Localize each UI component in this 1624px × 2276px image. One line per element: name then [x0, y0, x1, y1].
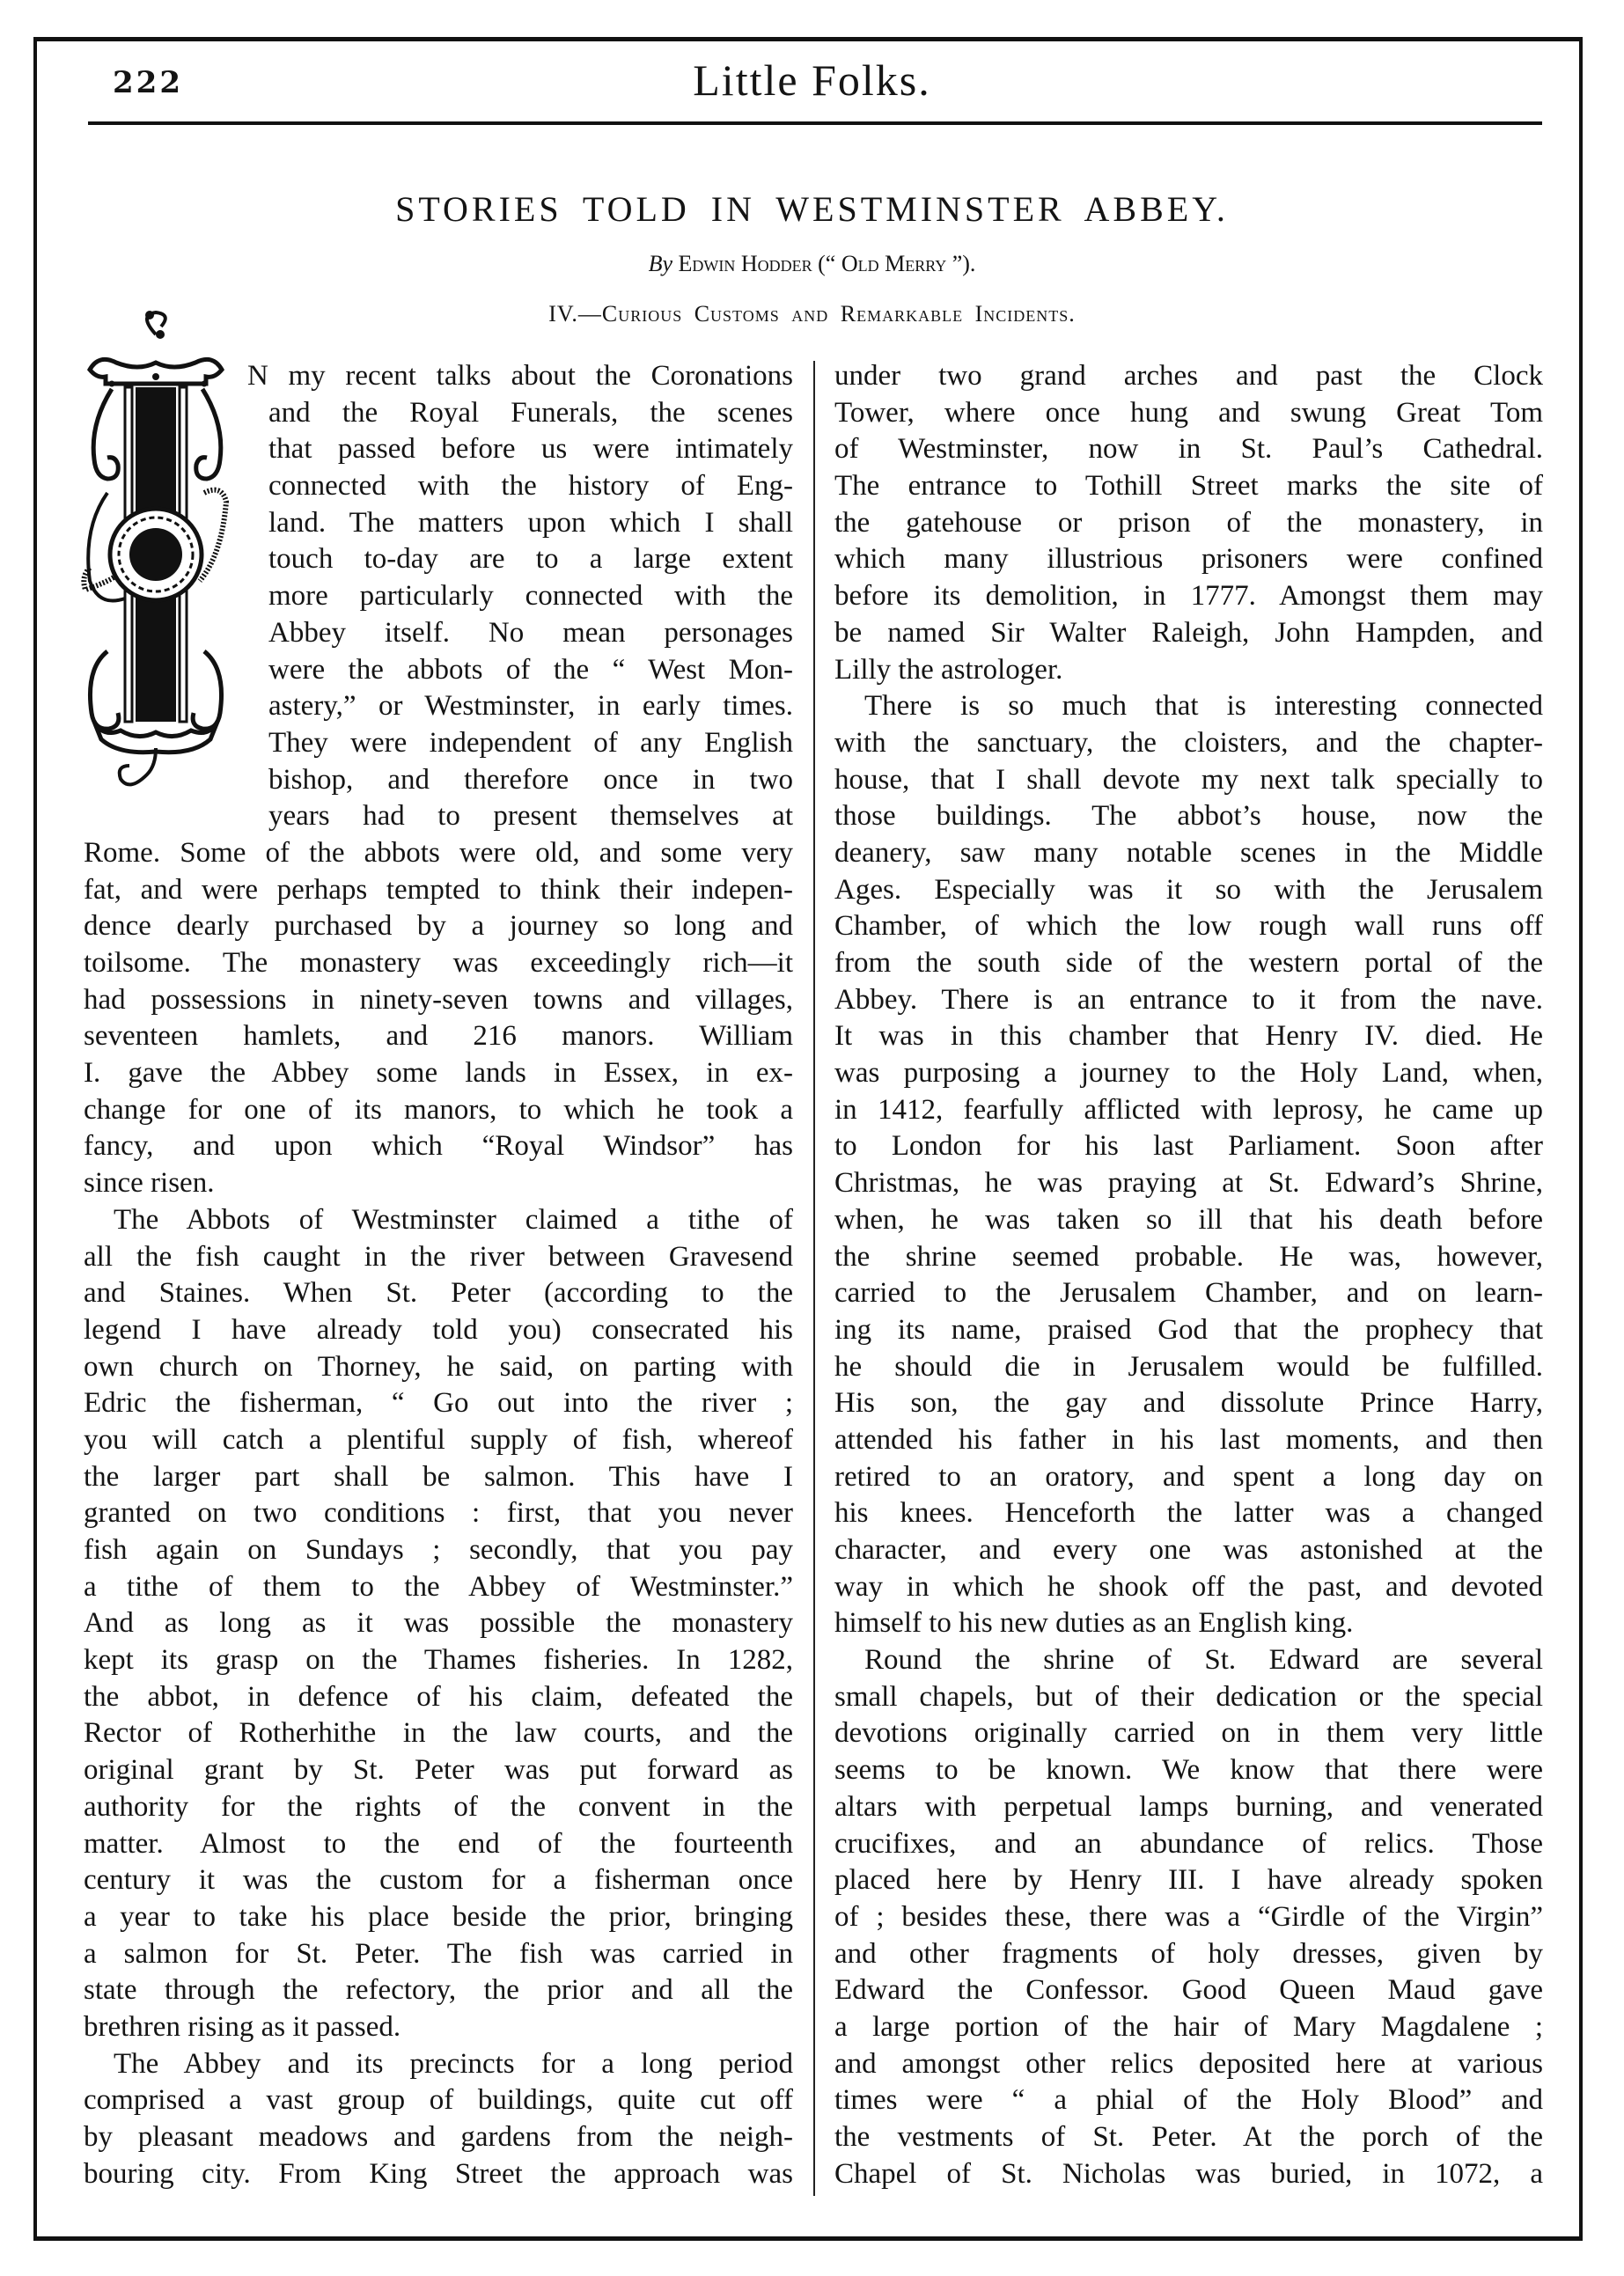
text-line: carried to the Jerusalem Chamber, and on learn-: [834, 1277, 1543, 1310]
text-line: the gatehouse or prison of the monastery, in: [834, 506, 1543, 539]
page-number: 222: [113, 65, 183, 100]
text-line: the vestments of St. Peter. At the porch of the: [834, 2121, 1543, 2153]
text-line: The Abbey and its precincts for a long period: [114, 2047, 793, 2080]
text-line: house, that I shall devote my next talk specially to: [834, 763, 1543, 796]
text-line: all the fish caught in the river between Gravesend: [84, 1240, 793, 1273]
text-line: those buildings. The abbot’s house, now the: [834, 800, 1543, 833]
text-line: legend I have already told you) consecrated his: [84, 1313, 793, 1346]
text-line: The entrance to Tothill Street marks the site of: [834, 470, 1543, 503]
header-rule: [88, 121, 1542, 125]
text-line: bishop, and therefore once in two: [268, 763, 793, 796]
text-line: was purposing a journey to the Holy Land, when,: [834, 1057, 1543, 1090]
text-line: attended his father in his last moments, and then: [834, 1423, 1543, 1456]
text-line: land. The matters upon which I shall: [268, 506, 793, 539]
text-line: in 1412, fearfully afflicted with leprosy, he came up: [834, 1093, 1543, 1126]
text-line: original grant by St. Peter was put forward as: [84, 1754, 793, 1787]
text-line: The Abbots of Westminster claimed a tithe of: [114, 1203, 793, 1236]
text-line: a salmon for St. Peter. The fish was carried in: [84, 1937, 793, 1970]
text-line: Round the shrine of St. Edward are several: [864, 1644, 1543, 1677]
text-line: comprised a vast group of buildings, quite cut off: [84, 2084, 793, 2117]
text-line: seems to be known. We know that there were: [834, 1754, 1543, 1787]
text-line: authority for the rights of the convent in the: [84, 1790, 793, 1823]
text-line: the shrine seemed probable. He was, however,: [834, 1240, 1543, 1273]
text-line: which many illustrious prisoners were confined: [834, 543, 1543, 576]
text-line: and other fragments of holy dresses, given by: [834, 1937, 1543, 1970]
text-line: change for one of its manors, to which he took a: [84, 1093, 793, 1126]
text-line: Rome. Some of the abbots were old, and some very: [84, 836, 793, 869]
right-column: [834, 358, 1543, 2192]
text-line: a year to take his place beside the prior, bringing: [84, 1900, 793, 1933]
text-line: were the abbots of the “ West Mon-: [268, 653, 793, 686]
text-line: Chamber, of which the low rough wall runs off: [834, 910, 1543, 943]
text-line: Abbey itself. No mean personages: [268, 616, 793, 649]
text-line: himself to his new duties as an English king.: [834, 1607, 1354, 1640]
text-line: brethren rising as it passed.: [84, 2010, 401, 2043]
text-line: There is so much that is interesting connected: [864, 690, 1543, 723]
text-line: by pleasant meadows and gardens from the neigh-: [84, 2121, 793, 2153]
text-line: Chapel of St. Nicholas was buried, in 1072, a: [834, 2157, 1543, 2190]
text-line: N my recent talks about the Coronations: [247, 360, 793, 392]
text-line: Edward the Confessor. Good Queen Maud gave: [834, 1974, 1543, 2007]
text-line: way in which he shook off the past, and devoted: [834, 1570, 1543, 1603]
byline: [0, 251, 1624, 277]
text-line: his knees. Henceforth the latter was a changed: [834, 1497, 1543, 1530]
text-line: They were independent of any English: [268, 726, 793, 759]
text-line: granted on two conditions : first, that you never: [84, 1497, 793, 1530]
text-line: It was in this chamber that Henry IV. died. He: [834, 1020, 1543, 1053]
text-line: own church on Thorney, he said, on parting with: [84, 1350, 793, 1383]
text-line: Christmas, he was praying at St. Edward’s Shrine,: [834, 1167, 1543, 1200]
text-line: you will catch a plentiful supply of fish, whereof: [84, 1423, 793, 1456]
text-line: years had to present themselves at: [268, 800, 793, 833]
column-divider: [813, 361, 815, 2196]
text-line: Lilly the astrologer.: [834, 653, 1063, 686]
byline-author: Edwin Hodder (“ Old Merry ”).: [678, 251, 976, 276]
text-line: seventeen hamlets, and 216 manors. William: [84, 1020, 793, 1053]
text-line: ing its name, praised God that the prophecy that: [834, 1313, 1543, 1346]
text-line: touch to-day are to a large extent: [268, 543, 793, 576]
text-line: fancy, and upon which “Royal Windsor” has: [84, 1130, 793, 1163]
text-line: century it was the custom for a fisherman once: [84, 1864, 793, 1897]
text-line: he should die in Jerusalem would be fulfilled.: [834, 1350, 1543, 1383]
text-line: from the south side of the western portal of the: [834, 947, 1543, 979]
text-line: retired to an oratory, and spent a long day on: [834, 1460, 1543, 1493]
text-line: kept its grasp on the Thames fisheries. In 1282,: [84, 1644, 793, 1677]
text-line: Rector of Rotherhithe in the law courts, and the: [84, 1717, 793, 1750]
text-line: with the sanctuary, the cloisters, and the chapter-: [834, 726, 1543, 759]
text-line: a tithe of them to the Abbey of Westminster.”: [84, 1570, 793, 1603]
article-title: STORIES TOLD IN WESTMINSTER ABBEY.: [395, 189, 1229, 229]
text-line: and the Royal Funerals, the scenes: [268, 396, 793, 429]
text-line: under two grand arches and past the Clock: [834, 360, 1543, 392]
text-line: Ages. Especially was it so with the Jerusalem: [834, 873, 1543, 906]
text-line: altars with perpetual lamps burning, and venerated: [834, 1790, 1543, 1823]
text-line: a large portion of the hair of Mary Magdalene ;: [834, 2010, 1543, 2043]
left-column: [84, 358, 793, 2192]
text-line: toilsome. The monastery was exceedingly rich—it: [84, 947, 793, 979]
magazine-title: Little Folks.: [693, 55, 931, 105]
text-line: that passed before us were intimately: [268, 433, 793, 466]
text-line: And as long as it was possible the monastery: [84, 1607, 793, 1640]
text-line: be named Sir Walter Raleigh, John Hampden, and: [834, 616, 1543, 649]
text-line: crucifixes, and an abundance of relics. Those: [834, 1827, 1543, 1860]
text-line: had possessions in ninety-seven towns and villages,: [84, 983, 793, 1016]
text-line: more particularly connected with the: [268, 580, 793, 613]
text-line: fat, and were perhaps tempted to think their indepen-: [84, 873, 793, 906]
text-line: and amongst other relics deposited here at various: [834, 2047, 1543, 2080]
text-line: dence dearly purchased by a journey so long and: [84, 910, 793, 943]
text-line: Abbey. There is an entrance to it from the nave.: [834, 983, 1543, 1016]
text-line: astery,” or Westminster, in early times.: [268, 690, 793, 723]
text-line: character, and every one was astonished at the: [834, 1534, 1543, 1566]
text-line: to London for his last Parliament. Soon after: [834, 1130, 1543, 1163]
text-line: since risen.: [84, 1167, 215, 1200]
text-line: fish again on Sundays ; secondly, that you pay: [84, 1534, 793, 1566]
text-line: bouring city. From King Street the approach was: [84, 2157, 793, 2190]
text-line: matter. Almost to the end of the fourteenth: [84, 1827, 793, 1860]
text-line: before its demolition, in 1777. Amongst them may: [834, 580, 1543, 613]
text-line: state through the refectory, the prior and all the: [84, 1974, 793, 2007]
text-line: devotions originally carried on in them very little: [834, 1717, 1543, 1750]
text-line: deanery, saw many notable scenes in the Middle: [834, 836, 1543, 869]
text-line: Edric the fisherman, “ Go out into the river ;: [84, 1387, 793, 1420]
text-line: of Westminster, now in St. Paul’s Cathedral.: [834, 433, 1543, 466]
text-line: Tower, where once hung and swung Great Tom: [834, 396, 1543, 429]
text-line: the larger part shall be salmon. This have I: [84, 1460, 793, 1493]
text-line: I. gave the Abbey some lands in Essex, in ex-: [84, 1057, 793, 1090]
text-line: connected with the history of Eng-: [268, 470, 793, 503]
text-line: small chapels, but of their dedication or the special: [834, 1680, 1543, 1713]
text-line: and Staines. When St. Peter (according to the: [84, 1277, 793, 1310]
text-line: times were “ a phial of the Holy Blood” and: [834, 2084, 1543, 2117]
text-line: placed here by Henry III. I have already spoken: [834, 1864, 1543, 1897]
section-subheading: IV.—Curious Customs and Remarkable Incidents.: [548, 301, 1076, 327]
text-line: His son, the gay and dissolute Prince Harry,: [834, 1387, 1543, 1420]
text-line: the abbot, in defence of his claim, defeated the: [84, 1680, 793, 1713]
text-line: of ; besides these, there was a “Girdle of the Virgin”: [834, 1900, 1543, 1933]
byline-prefix: By: [648, 251, 672, 276]
text-line: when, he was taken so ill that his death before: [834, 1203, 1543, 1236]
